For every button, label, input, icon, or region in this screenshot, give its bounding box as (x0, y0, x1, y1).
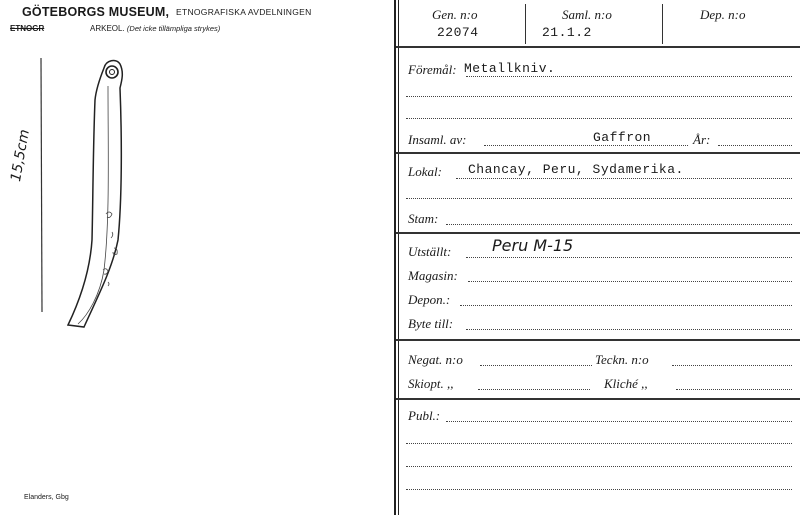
skiopt-label: Skiopt. ,, (408, 376, 454, 391)
col-sep-2 (662, 4, 663, 44)
teckn-label: Teckn. n:o (595, 352, 649, 367)
foremal-line (466, 76, 792, 77)
publ-line (446, 421, 792, 422)
mark-1 (106, 212, 112, 218)
depon-line (460, 305, 792, 306)
ar-label: År: (693, 132, 711, 147)
foremal-line-3 (406, 118, 792, 119)
department-name: ETNOGRAFISKA AVDELNINGEN (176, 7, 312, 17)
mark-5 (108, 282, 109, 286)
publ-line-3 (406, 466, 792, 467)
utstallt-value: Peru M-15 (492, 236, 574, 255)
kliche-label: Kliché ,, (604, 376, 648, 391)
lokal-line-2 (406, 198, 792, 199)
rule-3 (396, 232, 800, 234)
utstallt-label: Utställt: (408, 244, 452, 259)
insaml-value: Gaffron (593, 130, 652, 145)
insaml-label: Insaml. av: (408, 132, 467, 147)
measurement-label: 15,5cm (8, 128, 33, 183)
gen-label: Gen. n:o (432, 7, 478, 22)
divider-line (394, 0, 396, 515)
magasin-label: Magasin: (408, 268, 458, 283)
struck-department: ETNOGR (10, 24, 45, 33)
rule-5 (396, 398, 800, 400)
rule-4 (396, 339, 800, 341)
kliche-line (676, 389, 792, 390)
foremal-line-2 (406, 96, 792, 97)
museum-name: GÖTEBORGS MUSEUM, (22, 5, 170, 19)
gen-value: 22074 (437, 25, 479, 40)
publ-line-2 (406, 443, 792, 444)
knife-drawing (0, 0, 390, 515)
lokal-value: Chancay, Peru, Sydamerika. (468, 162, 684, 177)
foremal-value: Metallkniv. (464, 61, 556, 76)
negat-line (480, 365, 592, 366)
knife-ring (106, 66, 118, 78)
col-sep-1 (525, 4, 526, 44)
skiopt-line (478, 389, 590, 390)
rule-1 (396, 46, 800, 48)
divider-line-thin (398, 0, 399, 515)
lokal-line (456, 178, 792, 179)
saml-value: 21.1.2 (542, 25, 592, 40)
ar-line (718, 145, 792, 146)
byte-label: Byte till: (408, 316, 454, 331)
foremal-label: Föremål: (408, 62, 457, 77)
publ-line-4 (406, 489, 792, 490)
knife-outline (68, 61, 122, 327)
depon-label: Depon.: (408, 292, 451, 307)
knife-ring-inner (110, 70, 115, 75)
strike-note: (Det icke tillämpliga strykes) (126, 24, 221, 33)
teckn-line (672, 365, 792, 366)
lokal-label: Lokal: (408, 164, 442, 179)
utstallt-line (466, 257, 792, 258)
archaeology-label: ARKEOL. (90, 24, 125, 33)
magasin-line (468, 281, 792, 282)
dep-label: Dep. n:o (700, 7, 746, 22)
saml-label: Saml. n:o (562, 7, 612, 22)
byte-line (466, 329, 792, 330)
stam-label: Stam: (408, 211, 439, 226)
stam-line (446, 224, 792, 225)
negat-label: Negat. n:o (408, 352, 463, 367)
publ-label: Publ.: (408, 408, 441, 423)
insaml-line (484, 145, 688, 146)
mark-2 (111, 232, 113, 238)
measurement-line (41, 58, 42, 312)
printer-name: Elanders, Gbg (24, 494, 69, 501)
rule-2 (396, 152, 800, 154)
